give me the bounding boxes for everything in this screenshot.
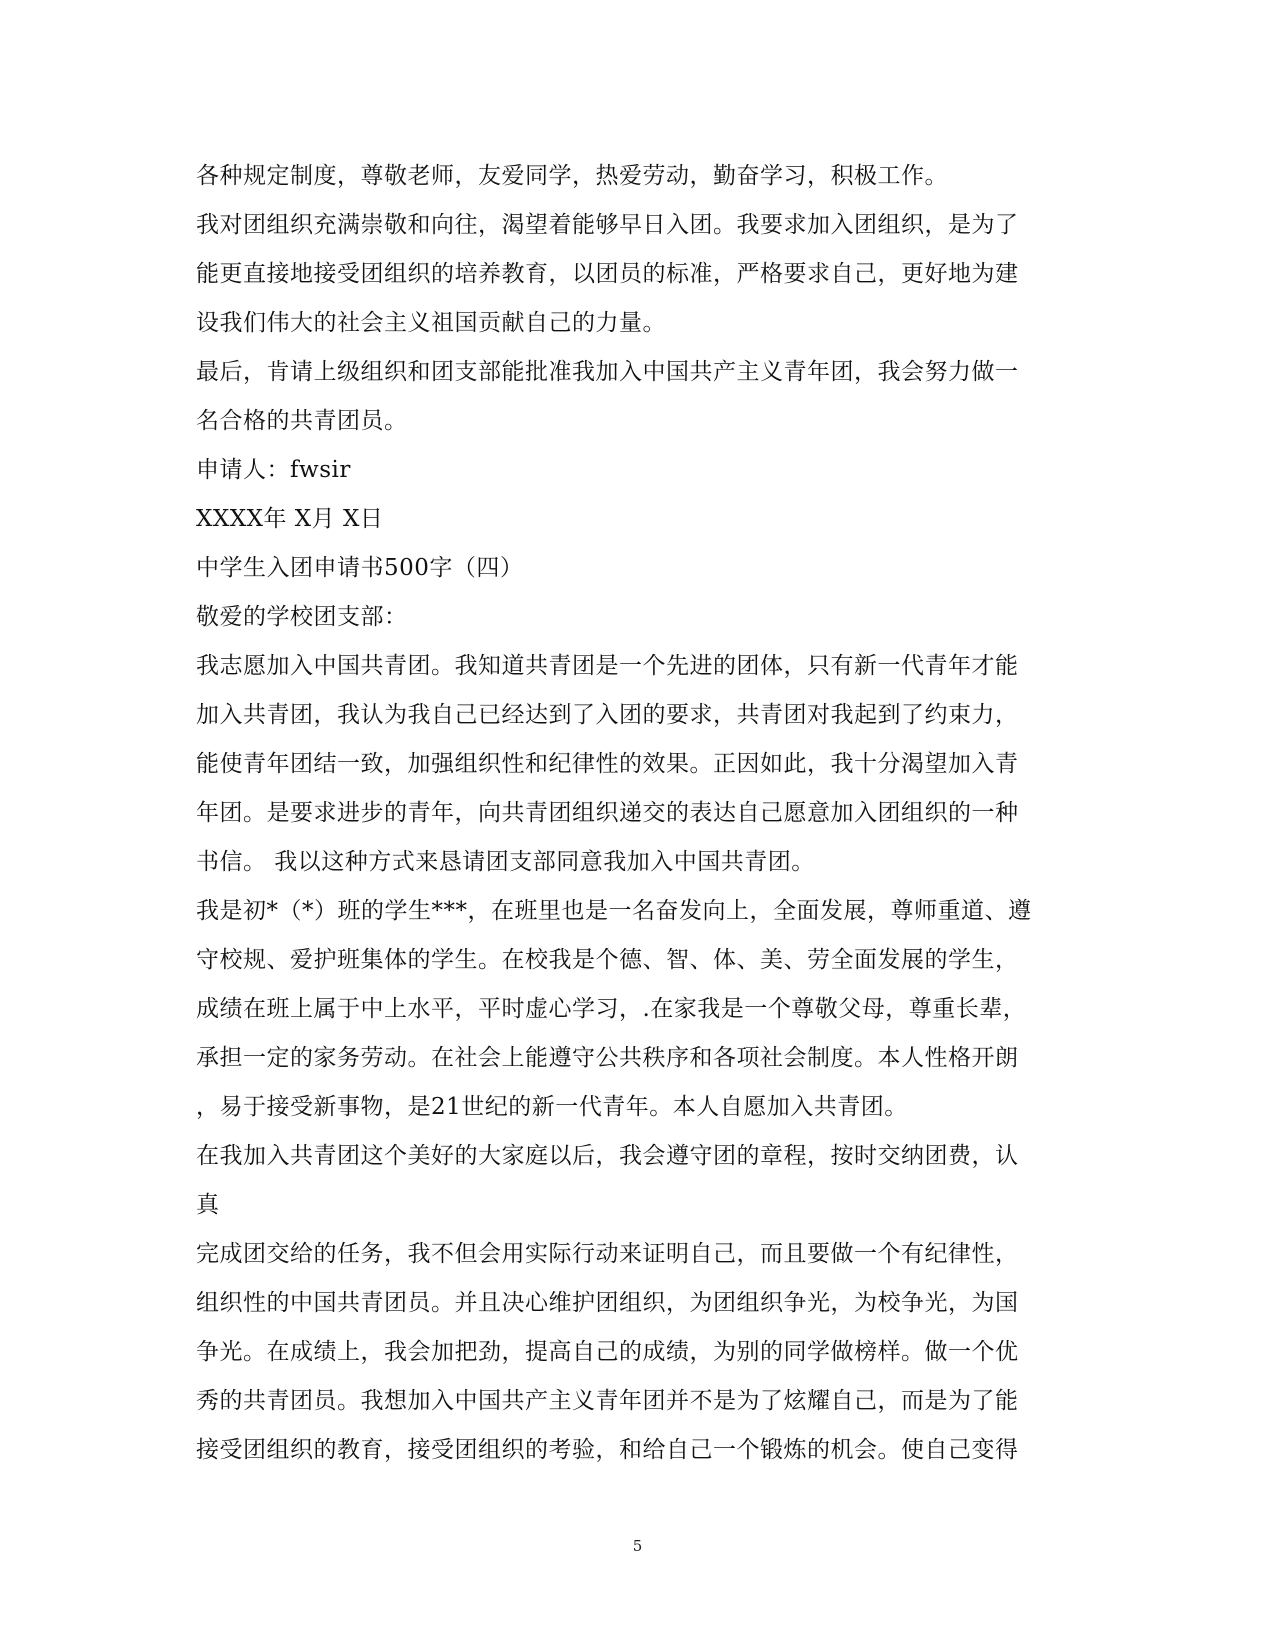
text-line: 完成团交给的任务，我不但会用实际行动来证明自己，而且要做一个有纪律性， xyxy=(196,1241,1019,1267)
text-line: 我志愿加入中国共青团。我知道共青团是一个先进的团体，只有新一代青年才能 xyxy=(196,653,1019,679)
text-line: 最后，肯请上级组织和团支部能批准我加入中国共产主义青年团，我会努力做一 xyxy=(196,359,1019,385)
text-line: 各种规定制度，尊敬老师，友爱同学，热爱劳动，勤奋学习，积极工作。 xyxy=(196,163,948,189)
text-line: 秀的共青团员。我想加入中国共产主义青年团并不是为了炫耀自己，而是为了能 xyxy=(196,1388,1019,1414)
page-number: 5 xyxy=(632,1537,643,1555)
text-line: ，易于接受新事物，是21世纪的新一代青年。本人自愿加入共青团。 xyxy=(196,1094,908,1120)
text-line: 承担一定的家务劳动。在社会上能遵守公共秩序和各项社会制度。本人性格开朗 xyxy=(196,1045,1019,1071)
text-line: 名合格的共青团员。 xyxy=(196,408,408,434)
text-line: 在我加入共青团这个美好的大家庭以后，我会遵守团的章程，按时交纳团费，认 xyxy=(196,1143,1019,1169)
section-heading: 中学生入团申请书500字（四） xyxy=(196,555,524,581)
applicant-signature: 申请人：fwsir xyxy=(196,457,351,483)
text-line: 成绩在班上属于中上水平，平时虚心学习，.在家我是一个尊敬父母，尊重长辈， xyxy=(196,996,1027,1022)
document-body xyxy=(196,152,1076,1475)
date-line: XXXX年 X月 X日 xyxy=(196,506,384,532)
salutation: 敬爱的学校团支部： xyxy=(196,604,408,630)
text-line: 组织性的中国共青团员。并且决心维护团组织，为团组织争光，为校争光，为国 xyxy=(196,1290,1019,1316)
text-line: 我是初*（*）班的学生***，在班里也是一名奋发向上，全面发展，尊师重道、遵 xyxy=(196,898,1032,924)
text-line: 年团。是要求进步的青年，向共青团组织递交的表达自己愿意加入团组织的一种 xyxy=(196,800,1019,826)
text-line: 接受团组织的教育，接受团组织的考验，和给自己一个锻炼的机会。使自己变得 xyxy=(196,1437,1019,1463)
text-line: 我对团组织充满崇敬和向往，渴望着能够早日入团。我要求加入团组织，是为了 xyxy=(196,212,1019,238)
text-line: 守校规、爱护班集体的学生。在校我是个德、智、体、美、劳全面发展的学生， xyxy=(196,947,1019,973)
text-line: 书信。 我以这种方式来恳请团支部同意我加入中国共青团。 xyxy=(196,849,815,875)
text-line: 能使青年团结一致，加强组织性和纪律性的效果。正因如此，我十分渴望加入青 xyxy=(196,751,1019,777)
text-line: 能更直接地接受团组织的培养教育，以团员的标准，严格要求自己，更好地为建 xyxy=(196,261,1019,287)
text-line: 真 xyxy=(196,1192,220,1218)
text-line: 设我们伟大的社会主义祖国贡献自己的力量。 xyxy=(196,310,666,336)
text-line: 加入共青团，我认为我自己已经达到了入团的要求，共青团对我起到了约束力， xyxy=(196,702,1019,728)
text-line: 争光。在成绩上，我会加把劲，提高自己的成绩，为别的同学做榜样。做一个优 xyxy=(196,1339,1019,1365)
